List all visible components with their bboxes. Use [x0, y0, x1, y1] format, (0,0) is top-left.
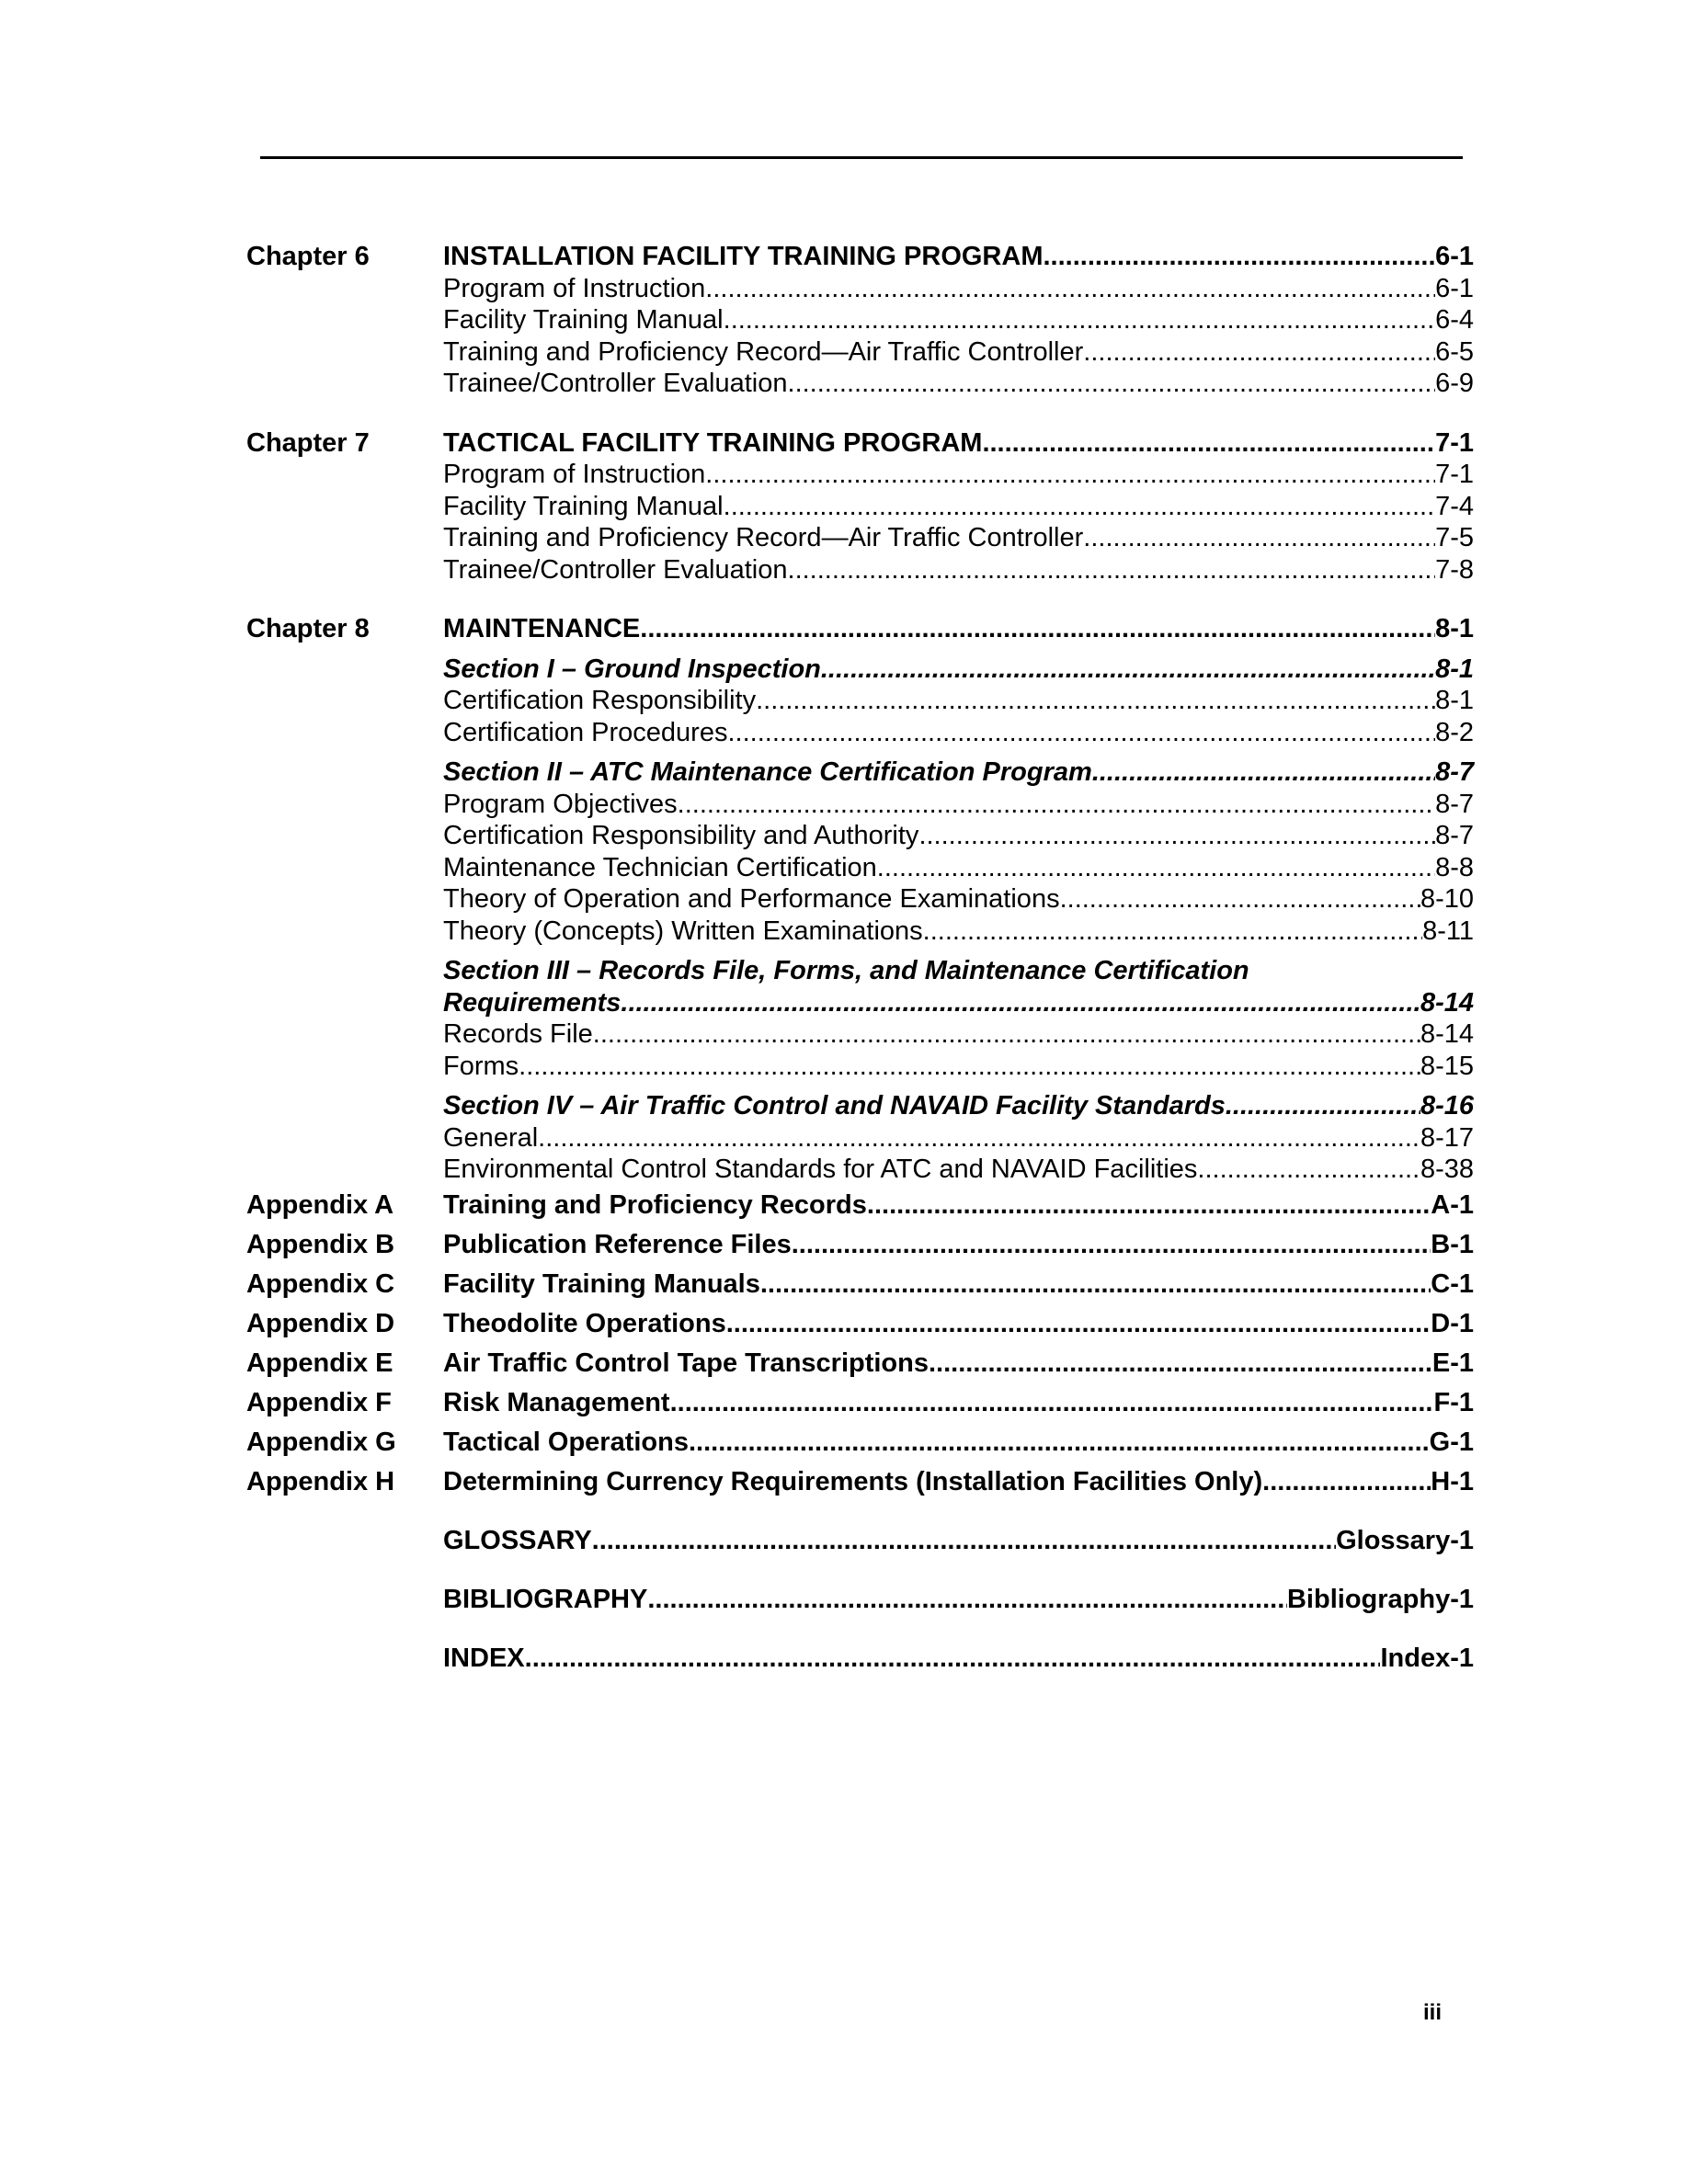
section-row[interactable]	[246, 756, 1474, 789]
page-ref: 7-1	[1435, 427, 1474, 458]
dot-leader	[1083, 336, 1435, 369]
page-ref: 8-1	[1435, 654, 1474, 684]
entry-title: Training and Proficiency Record—Air Traffic Controller	[443, 336, 1084, 367]
table-of-contents	[246, 241, 1474, 1678]
toc-entry[interactable]	[246, 1122, 1474, 1155]
entry-title: Certification Procedures	[443, 717, 728, 747]
toc-entry[interactable]	[246, 883, 1474, 916]
appendix-row[interactable]	[246, 1383, 1474, 1423]
dot-leader	[621, 987, 1420, 1019]
appendix-title: Theodolite Operations	[443, 1308, 726, 1338]
page-ref: F-1	[1433, 1387, 1474, 1417]
dot-leader	[756, 685, 1435, 717]
chapter-row[interactable]	[246, 241, 1474, 273]
dot-leader	[1083, 522, 1435, 554]
page-ref: 8-8	[1435, 852, 1474, 882]
page-ref: Index-1	[1380, 1643, 1474, 1673]
appendix-label: Appendix D	[246, 1308, 395, 1338]
entry-title: Maintenance Technician Certification	[443, 852, 877, 882]
appendix-row[interactable]	[246, 1304, 1474, 1344]
index-row[interactable]	[246, 1639, 1474, 1678]
page-ref: 8-17	[1420, 1122, 1474, 1153]
dot-leader	[792, 1225, 1431, 1265]
page-ref: 8-7	[1435, 821, 1474, 850]
toc-entry[interactable]	[246, 916, 1474, 948]
section-title: Requirements	[443, 987, 622, 1018]
appendix-row[interactable]	[246, 1186, 1474, 1225]
backmatter-title: INDEX	[443, 1643, 525, 1673]
dot-leader	[726, 1304, 1431, 1344]
section-title-line1: Section III – Records File, Forms, and Maintenance Certification	[443, 956, 1249, 985]
page-ref: 7-8	[1435, 554, 1474, 585]
dot-leader	[689, 1423, 1430, 1462]
toc-entry[interactable]	[246, 685, 1474, 717]
section-row[interactable]	[246, 1090, 1474, 1122]
entry-title: General	[443, 1122, 539, 1153]
appendix-label: Appendix H	[246, 1466, 395, 1496]
chapter-label: Chapter 6	[246, 242, 370, 271]
entry-title: Environmental Control Standards for ATC and NAVAID Facilities	[443, 1155, 1198, 1184]
toc-entry[interactable]	[246, 1051, 1474, 1083]
page-ref: 7-1	[1435, 460, 1474, 489]
backmatter-title: GLOSSARY	[443, 1525, 592, 1555]
dot-leader	[727, 717, 1435, 749]
entry-title: Trainee/Controller Evaluation	[443, 554, 788, 585]
dot-leader	[1197, 1154, 1420, 1186]
appendix-title: Facility Training Manuals	[443, 1268, 760, 1299]
page-ref: 6-1	[1435, 273, 1474, 303]
page-ref: 8-1	[1435, 686, 1474, 715]
section-title: Section II – ATC Maintenance Certification Program	[443, 757, 1092, 787]
page-ref: 8-1	[1435, 614, 1474, 643]
appendix-row[interactable]	[246, 1225, 1474, 1265]
appendix-label: Appendix B	[246, 1229, 395, 1259]
page-ref: D-1	[1431, 1308, 1474, 1338]
dot-leader	[867, 1186, 1431, 1225]
entry-title: Program of Instruction	[443, 460, 706, 489]
entry-title: Certification Responsibility and Authority	[443, 821, 919, 850]
appendix-title: Air Traffic Control Tape Transcriptions	[443, 1348, 929, 1378]
page-ref: 8-2	[1435, 717, 1474, 747]
toc-entry[interactable]	[246, 1154, 1474, 1186]
appendix-label: Appendix A	[246, 1189, 394, 1220]
appendix-label: Appendix F	[246, 1387, 392, 1417]
dot-leader	[678, 789, 1435, 821]
dot-leader	[1262, 1462, 1431, 1502]
section-title: Section IV – Air Traffic Control and NAVAID Facility Standards	[443, 1091, 1226, 1120]
dot-leader	[788, 368, 1436, 400]
appendix-label: Appendix E	[246, 1348, 393, 1378]
page-ref: 8-38	[1420, 1155, 1474, 1184]
toc-entry[interactable]	[246, 717, 1474, 749]
toc-entry[interactable]	[246, 459, 1474, 491]
page-ref: 7-4	[1435, 491, 1474, 521]
section-row[interactable]	[246, 987, 1474, 1019]
entry-title: Facility Training Manual	[443, 491, 724, 521]
appendix-title: Determining Currency Requirements (Installation Facilities Only)	[443, 1466, 1263, 1496]
chapter-label: Chapter 8	[246, 614, 370, 643]
dot-leader	[705, 459, 1435, 491]
appendix-title: Risk Management	[443, 1387, 670, 1417]
dot-leader	[1092, 756, 1435, 789]
chapter-label: Chapter 7	[246, 427, 370, 458]
toc-entry[interactable]	[246, 522, 1474, 554]
dot-leader	[525, 1639, 1381, 1678]
toc-entry[interactable]	[246, 491, 1474, 523]
appendix-title: Tactical Operations	[443, 1427, 689, 1457]
dot-leader	[760, 1265, 1431, 1304]
dot-leader	[982, 427, 1435, 460]
dot-leader	[640, 613, 1435, 645]
page-ref: 8-14	[1420, 987, 1474, 1018]
dot-leader	[918, 820, 1435, 852]
dot-leader	[1043, 241, 1435, 273]
dot-leader	[788, 554, 1436, 586]
appendix-row[interactable]	[246, 1462, 1474, 1502]
page-number: iii	[1423, 2000, 1443, 2025]
page-ref: 6-4	[1435, 305, 1474, 335]
toc-entry[interactable]	[246, 852, 1474, 884]
page-ref: Bibliography-1	[1286, 1584, 1474, 1614]
page-ref: 8-14	[1420, 1019, 1474, 1049]
dot-leader	[923, 916, 1422, 948]
dot-leader	[929, 1344, 1432, 1383]
dot-leader	[1060, 883, 1420, 916]
entry-title: Facility Training Manual	[443, 305, 724, 335]
appendix-row[interactable]	[246, 1265, 1474, 1304]
dot-leader	[670, 1383, 1434, 1423]
section-title: Section I – Ground Inspection	[443, 654, 821, 684]
entry-title: Program of Instruction	[443, 273, 706, 303]
page-ref: 6-5	[1435, 336, 1474, 367]
appendix-row[interactable]	[246, 1423, 1474, 1462]
entry-title: Forms	[443, 1051, 519, 1081]
page-ref: E-1	[1431, 1348, 1474, 1378]
entry-title: Certification Responsibility	[443, 686, 757, 715]
toc-entry[interactable]	[246, 1018, 1474, 1051]
appendix-label: Appendix C	[246, 1268, 395, 1299]
page-ref: 8-15	[1420, 1051, 1474, 1081]
backmatter-title: BIBLIOGRAPHY	[443, 1584, 648, 1614]
page-ref: H-1	[1431, 1466, 1474, 1496]
page-ref: 8-10	[1420, 884, 1474, 914]
toc-entry[interactable]	[246, 336, 1474, 369]
chapter-row[interactable]	[246, 613, 1474, 645]
entry-title: Program Objectives	[443, 789, 678, 819]
page-ref: Glossary-1	[1336, 1525, 1474, 1555]
toc-entry[interactable]	[246, 304, 1474, 336]
entry-title: Theory (Concepts) Written Examinations	[443, 916, 923, 946]
chapter-title: TACTICAL FACILITY TRAINING PROGRAM	[443, 427, 983, 458]
dot-leader	[647, 1580, 1287, 1620]
chapter-title: INSTALLATION FACILITY TRAINING PROGRAM	[443, 242, 1044, 271]
entry-title: Theory of Operation and Performance Examinations	[443, 884, 1060, 914]
page-ref: A-1	[1431, 1189, 1474, 1220]
appendix-label: Appendix G	[246, 1427, 396, 1457]
page-ref: 8-16	[1420, 1091, 1474, 1120]
page-ref: G-1	[1429, 1427, 1474, 1457]
dot-leader	[705, 273, 1435, 305]
top-rule	[260, 156, 1463, 159]
appendix-row[interactable]	[246, 1344, 1474, 1383]
dot-leader	[724, 304, 1435, 336]
toc-entry[interactable]	[246, 820, 1474, 852]
dot-leader	[1226, 1090, 1420, 1122]
toc-entry[interactable]	[246, 789, 1474, 821]
entry-title: Trainee/Controller Evaluation	[443, 369, 788, 398]
page-ref: 6-1	[1435, 242, 1474, 271]
toc-entry[interactable]	[246, 554, 1474, 586]
entry-title: Records File	[443, 1019, 593, 1049]
page-ref: 8-11	[1422, 916, 1474, 946]
dot-leader	[877, 852, 1435, 884]
chapter-title: MAINTENANCE	[443, 614, 641, 643]
page-ref: 6-9	[1435, 369, 1474, 398]
page-ref: 8-7	[1435, 789, 1474, 819]
section-row[interactable]	[246, 654, 1474, 686]
dot-leader	[592, 1521, 1336, 1561]
page-ref: B-1	[1431, 1229, 1474, 1259]
bibliography-row[interactable]	[246, 1580, 1474, 1620]
appendix-title: Training and Proficiency Records	[443, 1189, 867, 1220]
dot-leader	[724, 491, 1435, 523]
page-ref: 7-5	[1435, 523, 1474, 552]
dot-leader	[821, 654, 1435, 686]
page-ref: 8-7	[1435, 757, 1474, 787]
dot-leader	[538, 1122, 1420, 1155]
toc-entry[interactable]	[246, 273, 1474, 305]
entry-title: Training and Proficiency Record—Air Traffic Controller	[443, 523, 1084, 552]
glossary-row[interactable]	[246, 1521, 1474, 1561]
dot-leader	[519, 1051, 1420, 1083]
appendix-title: Publication Reference Files	[443, 1229, 792, 1259]
page-ref: C-1	[1431, 1268, 1474, 1299]
toc-entry[interactable]	[246, 368, 1474, 400]
dot-leader	[593, 1018, 1420, 1051]
chapter-row[interactable]	[246, 427, 1474, 460]
